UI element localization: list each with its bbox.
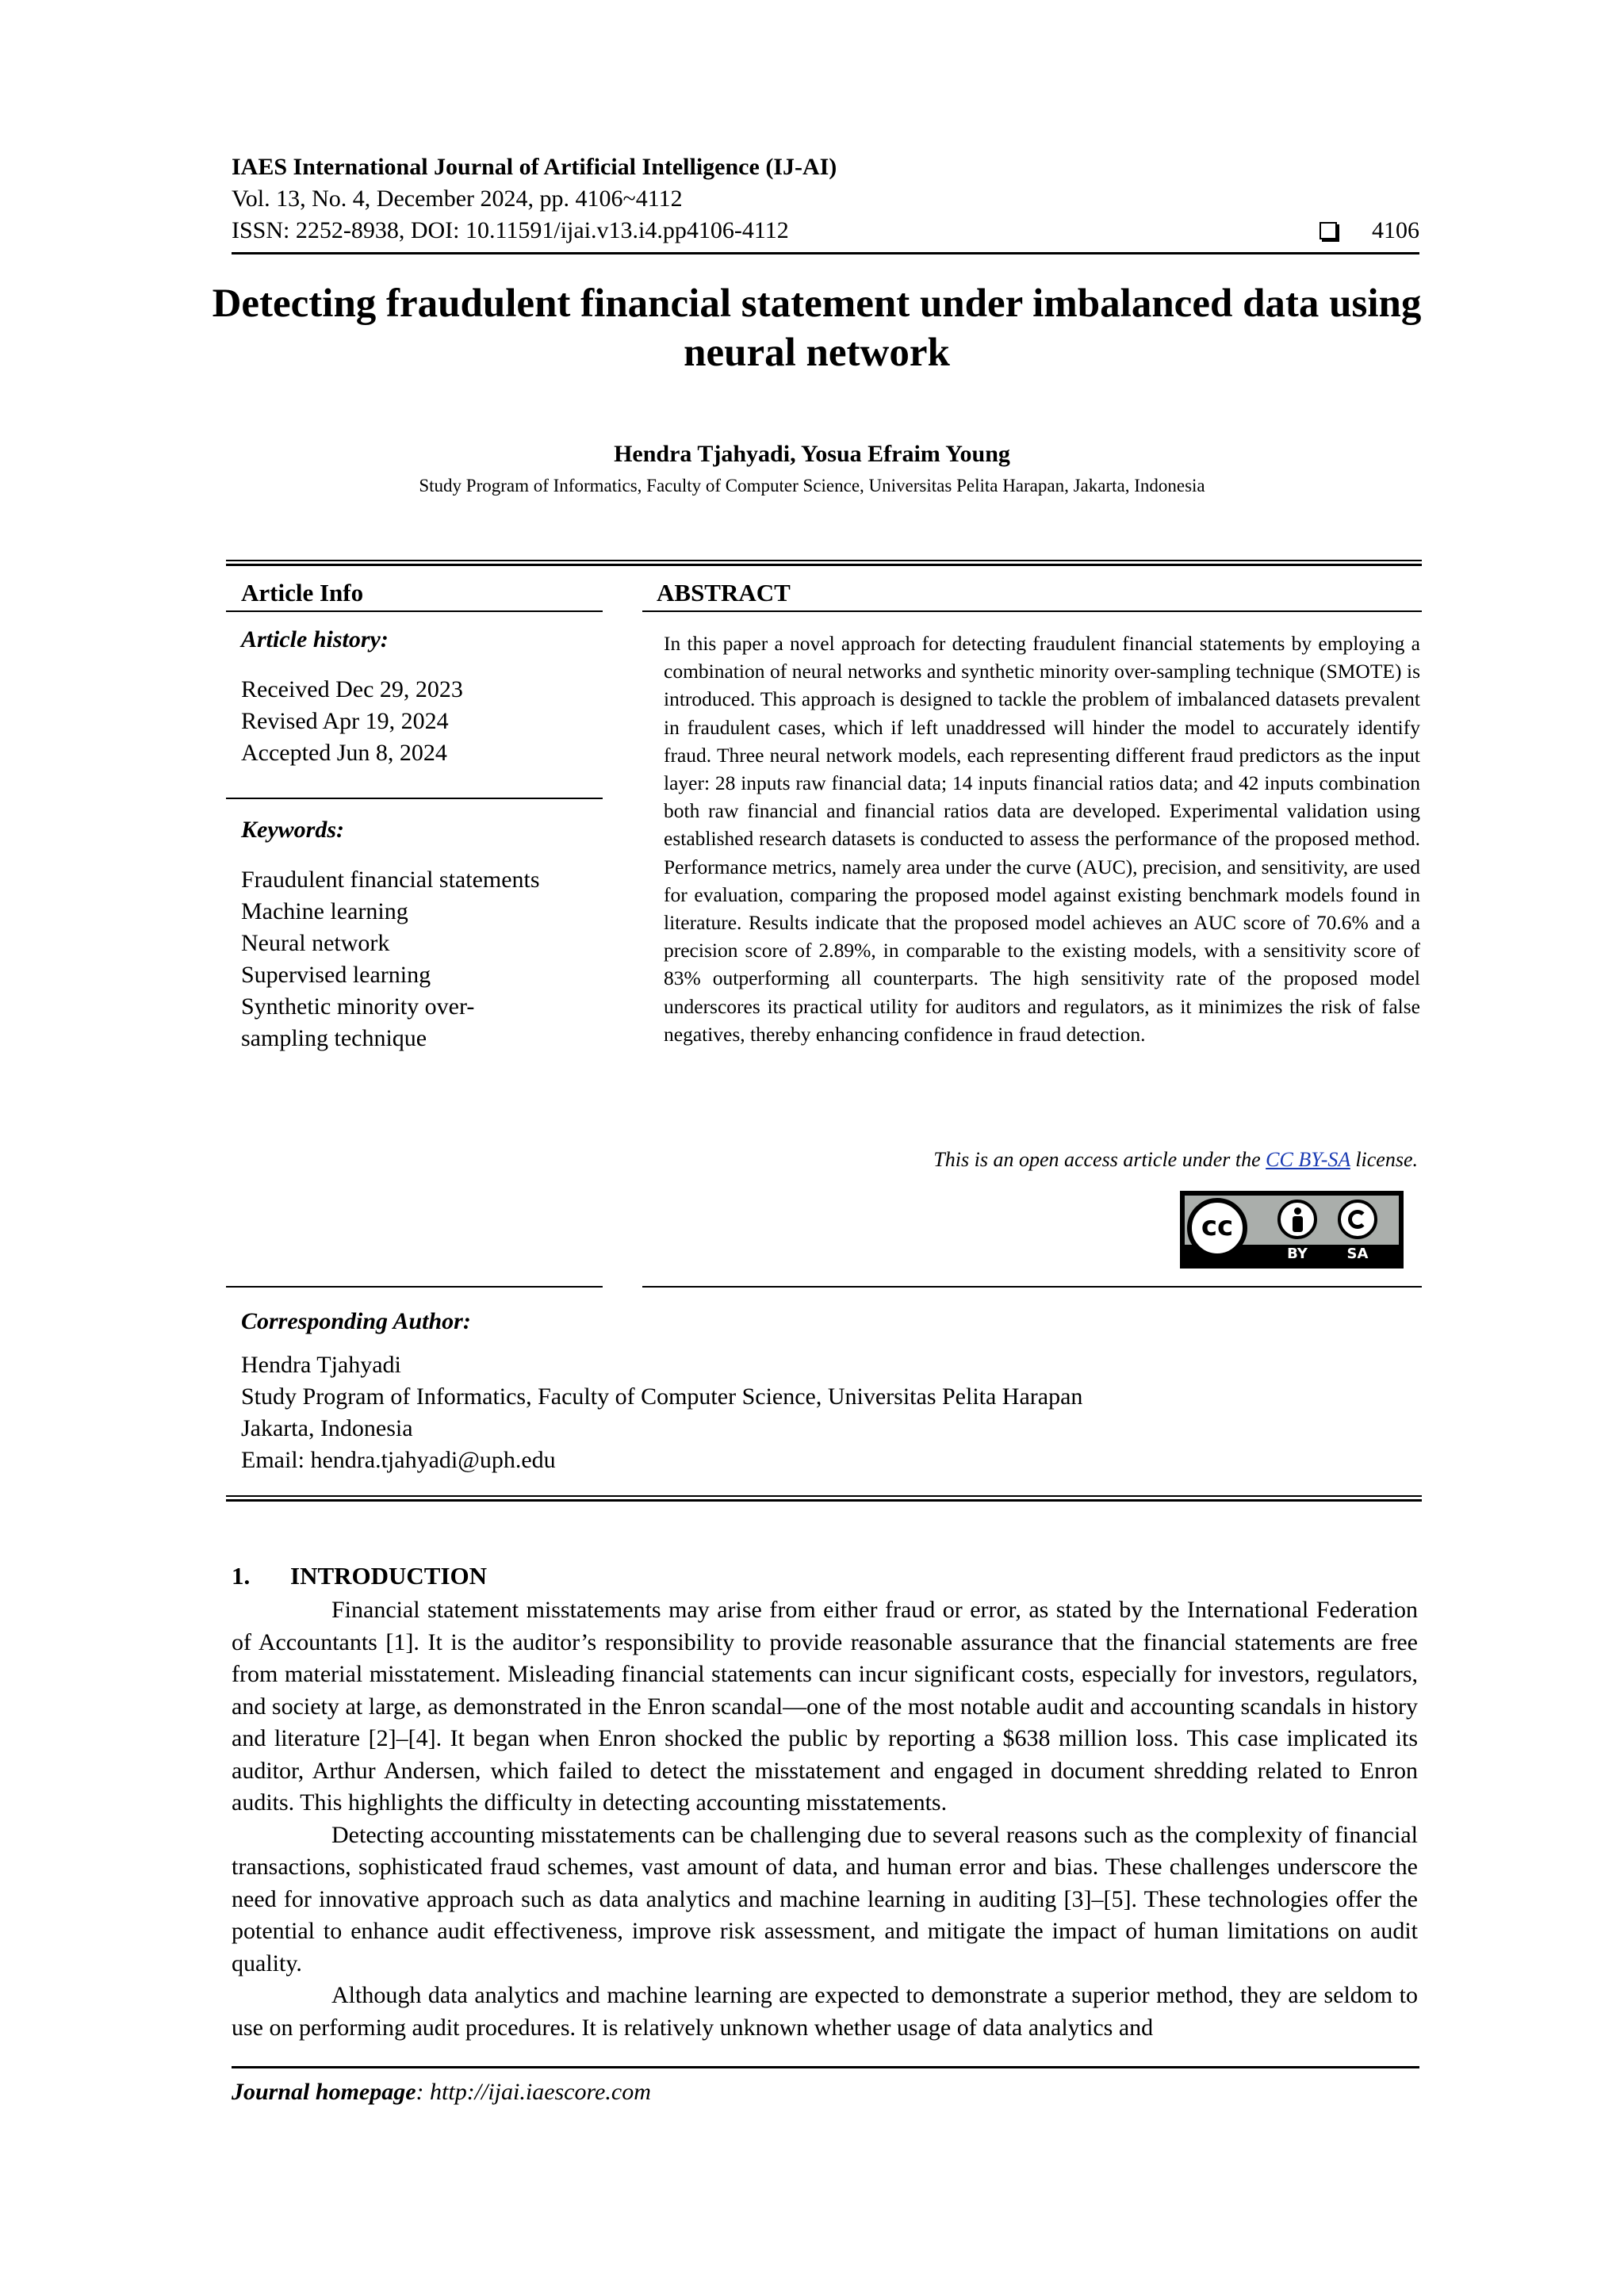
keywords-rule xyxy=(226,798,603,799)
article-history-heading: Article history: xyxy=(241,626,389,652)
bottom-double-rule-1 xyxy=(226,1495,1422,1497)
top-double-rule-2 xyxy=(226,564,1422,566)
article-info-rule xyxy=(226,610,603,612)
share-alike-icon xyxy=(1338,1200,1377,1239)
cc-by-sa-badge xyxy=(1180,1191,1404,1269)
section-heading: INTRODUCTION xyxy=(290,1562,488,1590)
keywords-heading: Keywords: xyxy=(241,817,344,843)
corresponding-department: Study Program of Informatics, Faculty of Computer Science, Universitas Pelita Harapan xyxy=(241,1383,1083,1410)
keyword: sampling technique xyxy=(241,1025,427,1051)
keywords-list xyxy=(241,864,540,1054)
abstract-text: In this paper a novel approach for detecting fraudulent financial statements by employing a combination of neural networks and synthetic minority over-sampling technique (SMOTE) is introduced. This approach is designed to tackle the problem of imbalanced datasets prevalent in fraudulent cases, which if left unaddressed will hinder the model to accurately identify fraud. Three neural network models, each representing different fraud predictors as the input layer: 28 inputs raw financial data; 14 inputs financial ratios data; and 42 inputs combination both raw financial and financial ratios data are developed. Experimental validation using established research datasets is conducted to assess the performance of the proposed method. Performance metrics, namely area under the curve (AUC), precision, and sensitivity, are used for evaluation, comparing the proposed model against existing benchmark models found in literature. Results indicate that the proposed model achieves an AUC score of 70.6% and a precision score of 2.89%, in comparable to the existing models, with a sensitivity score of 83% outperforming all counterparts. The high sensitivity rate of the proposed model underscores its practical utility for auditors and regulators, as it minimizes the risk of false negatives, thereby enhancing confidence in fraud detection. xyxy=(664,632,1420,1046)
paragraph: Financial statement misstatements may arise from either fraud or error, as stated by the International Federation of Accountants [1]. It is the auditor’s responsibility to provide reasonable assurance that the financial statements are free from material misstatement. Misleading financial statements can incur significant costs, especially for investors, regulators, and society at large, as demonstrated in the Enron scandal—one of the most notable audit and accounting scandals in history and literature [2]–[4]. It began when Enron shocked the public by reporting a $638 million loss. This case implicated its auditor, Arthur Andersen, which failed to detect the misstatement and engaged in document shredding related to Enron audits. This highlights the difficulty in detecting accounting misstatements. xyxy=(232,1597,1418,1816)
keyword: Fraudulent financial statements xyxy=(241,867,540,893)
keyword: Machine learning xyxy=(241,898,408,924)
keyword: Synthetic minority over- xyxy=(241,993,475,1020)
section-number: 1. xyxy=(232,1562,251,1590)
corresponding-email: Email: hendra.tjahyadi@uph.edu xyxy=(241,1447,556,1473)
introduction-body xyxy=(232,1594,1418,2044)
accepted-date: Accepted Jun 8, 2024 xyxy=(241,740,447,766)
license-suffix: license. xyxy=(1350,1148,1418,1171)
abstract-heading: ABSTRACT xyxy=(657,579,791,607)
cc-icon xyxy=(1187,1198,1247,1258)
license-line xyxy=(933,1148,1418,1172)
paragraph: Detecting accounting misstatements can be challenging due to several reasons such as the complexity of financial transactions, sophisticated fraud schemes, vast amount of data, and human error and bias. These challenges underscore the need for innovative approach such as data analytics and machine learning in auditing [3]–[5]. These technologies offer the potential to enhance audit effectiveness, improve risk assessment, and mitigate the impact of human limitations on audit quality. xyxy=(232,1821,1418,1976)
revised-date: Revised Apr 19, 2024 xyxy=(241,708,449,734)
article-info-bottom-rule xyxy=(226,1286,603,1288)
cc-icon-text: cc xyxy=(1201,1211,1234,1242)
abstract-rule xyxy=(642,610,1422,612)
paper-title: Detecting fraudulent financial statement under imbalanced data using neural network xyxy=(212,281,1422,375)
top-double-rule-1 xyxy=(226,560,1422,561)
authors: Hendra Tjahyadi, Yosua Efraim Young xyxy=(614,441,1010,467)
header-rule xyxy=(232,252,1419,254)
attribution-person-icon xyxy=(1277,1200,1317,1239)
issn-doi: ISSN: 2252-8938, DOI: 10.11591/ijai.v13.i4.pp4106-4112 xyxy=(232,217,789,243)
homepage-label: Journal homepage xyxy=(232,2079,416,2105)
received-date: Received Dec 29, 2023 xyxy=(241,676,463,702)
corresponding-heading: Corresponding Author: xyxy=(241,1308,471,1334)
square-bullet-icon xyxy=(1320,222,1337,239)
bottom-double-rule-2 xyxy=(226,1499,1422,1502)
corresponding-details xyxy=(241,1349,1082,1476)
keyword: Neural network xyxy=(241,930,390,956)
badge-by-label: BY xyxy=(1287,1246,1308,1262)
badge-sa-label: SA xyxy=(1346,1246,1369,1262)
page-number: 4106 xyxy=(1372,217,1419,243)
cc-by-sa-link[interactable]: CC BY-SA xyxy=(1266,1148,1350,1171)
corresponding-city: Jakarta, Indonesia xyxy=(241,1415,413,1441)
license-prefix: This is an open access article under the xyxy=(933,1148,1266,1171)
volume-info: Vol. 13, No. 4, December 2024, pp. 4106~4112 xyxy=(232,186,683,212)
journal-name: IAES International Journal of Artificial Intelligence (IJ-AI) xyxy=(232,154,837,180)
affiliation: Study Program of Informatics, Faculty of Computer Science, Universitas Pelita Harapan, Jakarta, Indonesia xyxy=(419,476,1205,496)
paragraph: Although data analytics and machine learning are expected to demonstrate a superior method, they are seldom to use on performing audit procedures. It is relatively unknown whether usage of data analytics and xyxy=(232,1982,1418,2041)
journal-homepage xyxy=(232,2079,651,2106)
abstract-bottom-rule xyxy=(642,1286,1422,1288)
article-info-heading: Article Info xyxy=(241,579,364,607)
homepage-url[interactable]: : http://ijai.iaescore.com xyxy=(416,2079,651,2105)
corresponding-name: Hendra Tjahyadi xyxy=(241,1352,401,1378)
footer-rule xyxy=(232,2066,1419,2068)
keyword: Supervised learning xyxy=(241,962,431,988)
